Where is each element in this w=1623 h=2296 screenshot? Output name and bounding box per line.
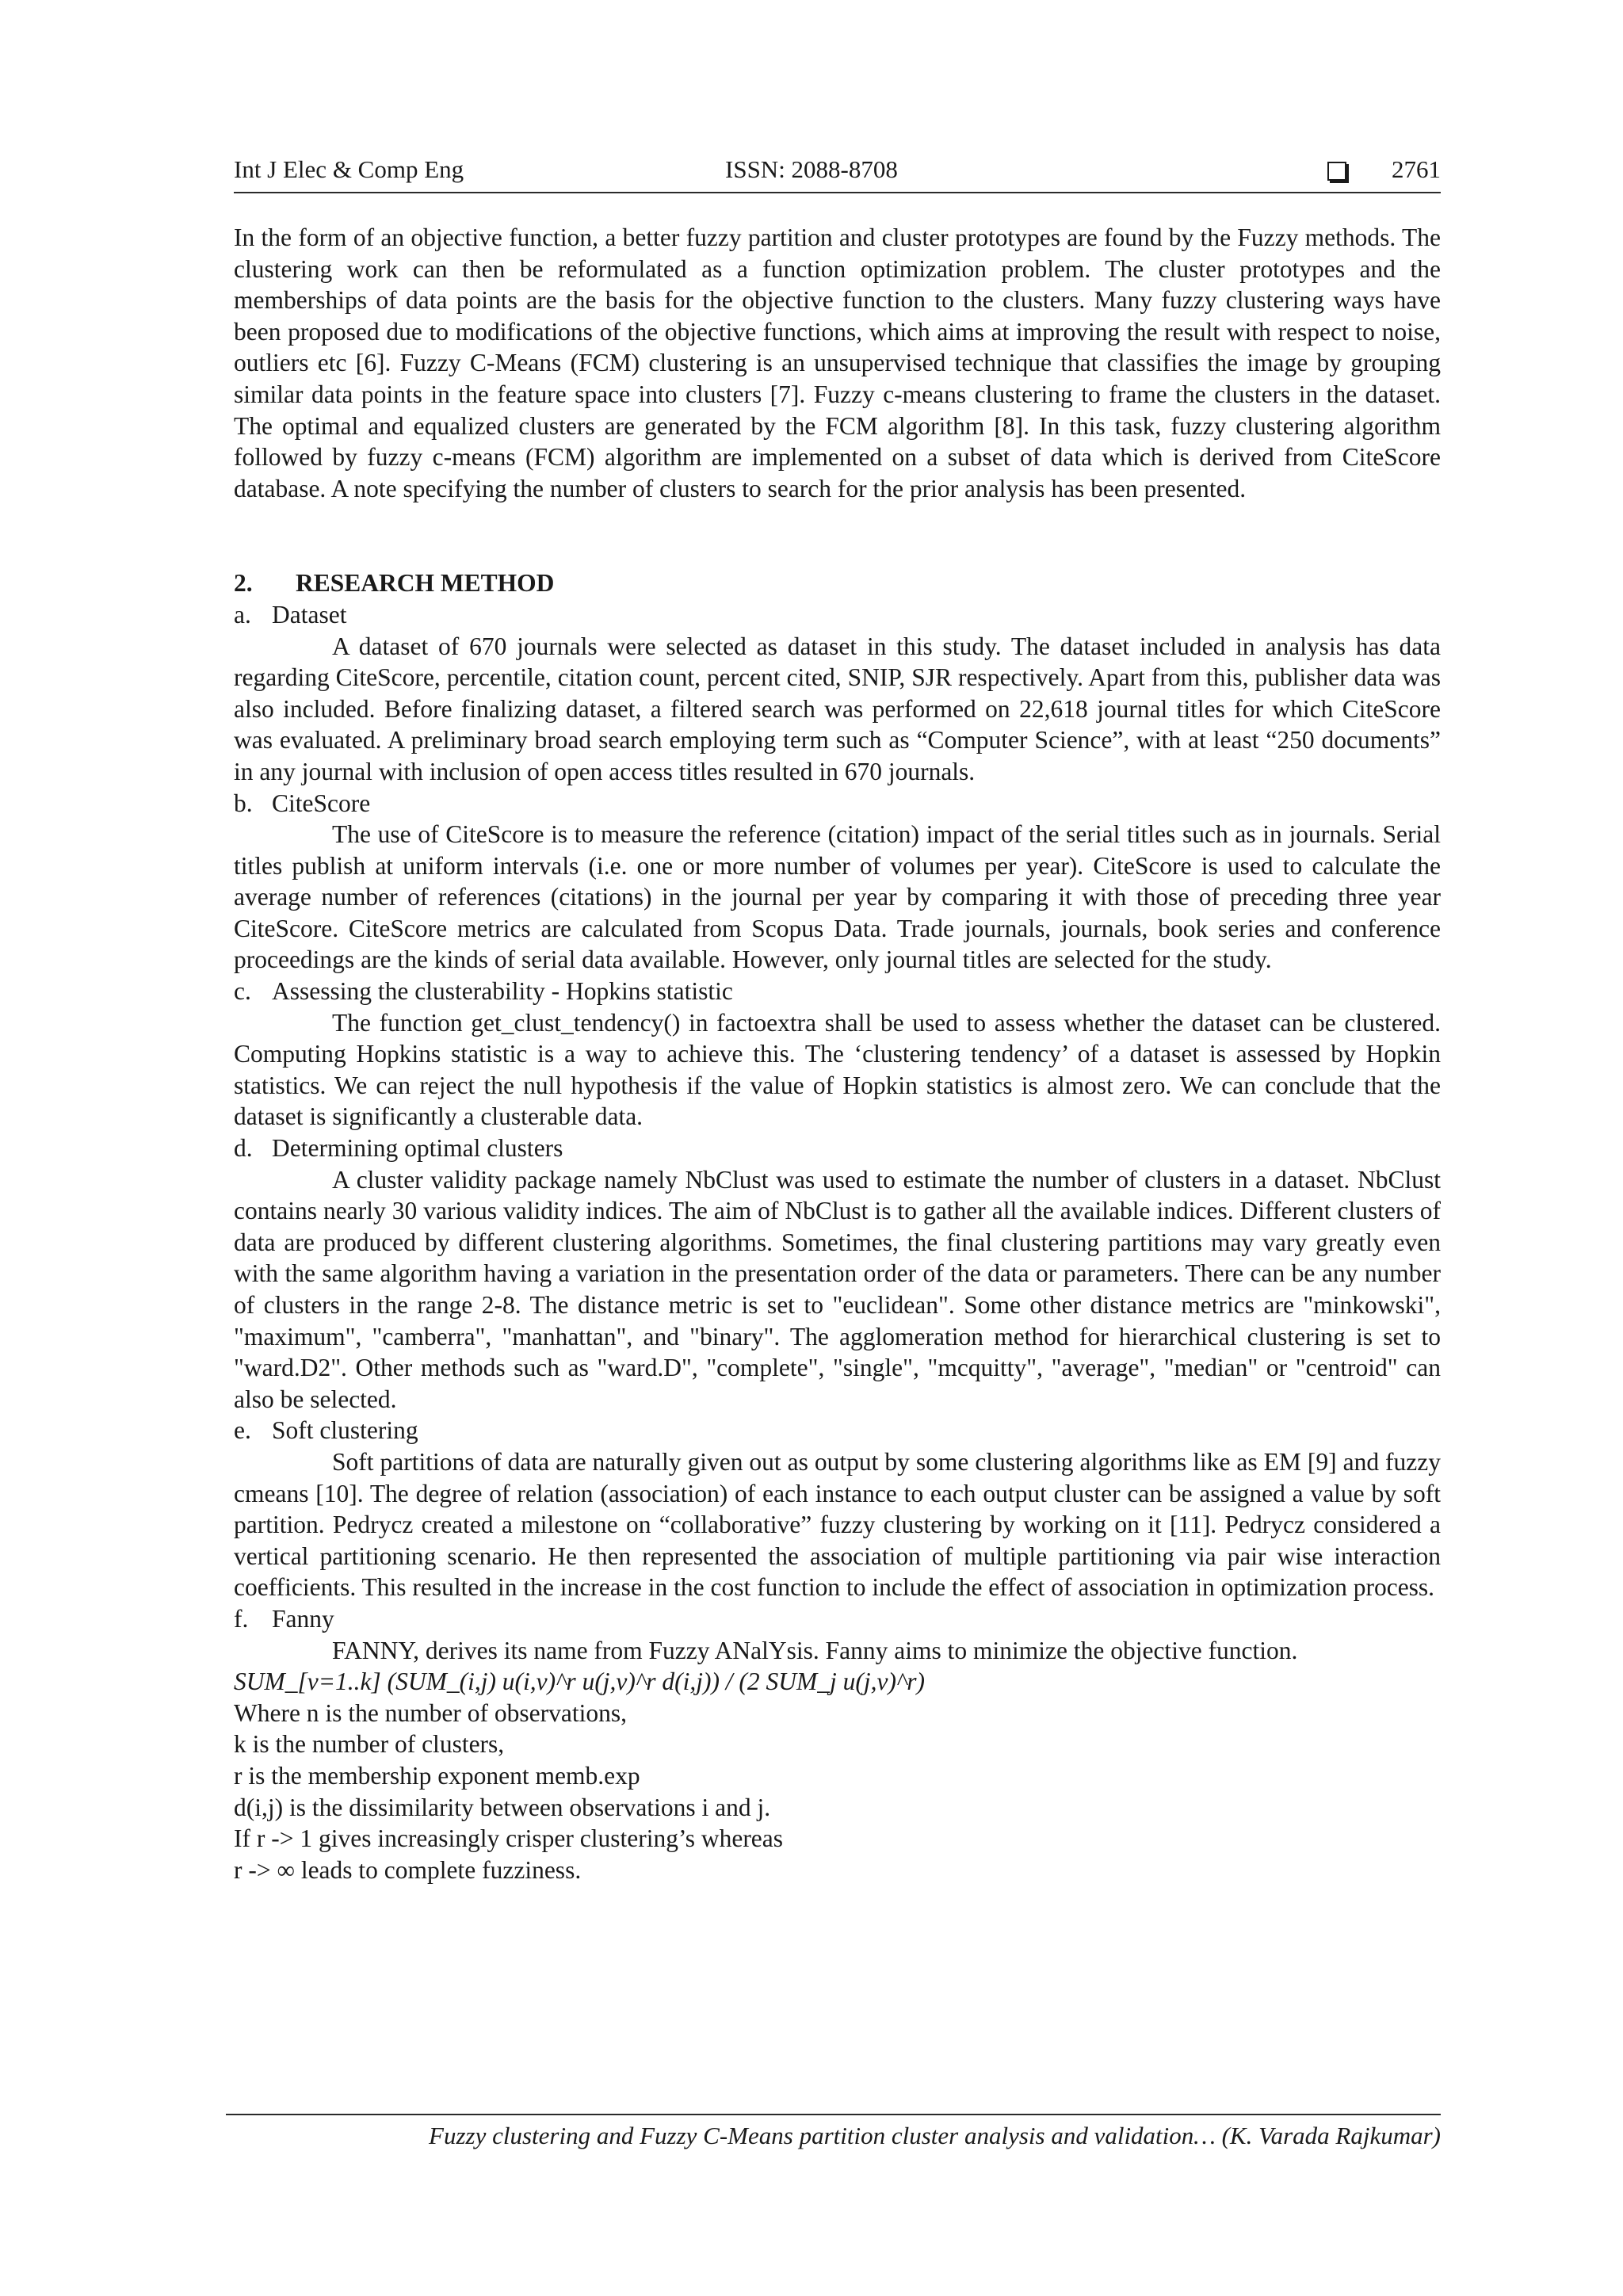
square-bullet-icon bbox=[1327, 162, 1346, 181]
soft-clustering-paragraph: Soft partitions of data are naturally given out as output by some clustering algorithms like as EM [9] and fuzzy cmeans [10]. The degree of relation (association) of each instance to each output cluster can be assigned a value by soft partition. Pedrycz created a milestone on “collaborative” fuzzy clustering by working on it [11]. Pedrycz considered a vertical partitioning scenario. He then represented the association of multiple partitioning via pair wise interaction coefficients. This resulted in the increase in the cost function to include the effect of association in optimization process. bbox=[234, 1447, 1441, 1602]
subsection-heading-dataset bbox=[234, 599, 1441, 631]
subsection-heading-optimal-clusters bbox=[234, 1133, 1441, 1164]
subsection-title: Dataset bbox=[272, 600, 347, 628]
subsection-title: CiteScore bbox=[272, 789, 371, 817]
subsection-title: Determining optimal clusters bbox=[272, 1134, 563, 1163]
dataset-paragraph: A dataset of 670 journals were selected as dataset in this study. The dataset included in analysis has data regarding CiteScore, percentile, citation count, percent cited, SNIP, SJR respectively. Apart from this, publisher data was also included. Before finalizing dataset, a filtered search was performed on 22,618 journal titles for which CiteScore was evaluated. A preliminary broad search employing term such as “Computer Science”, with at least “250 documents” in any journal with inclusion of open access titles resulted in 670 journals. bbox=[234, 632, 1441, 785]
definition-line: Where n is the number of observations, bbox=[234, 1698, 627, 1727]
subsection-letter: a. bbox=[234, 600, 251, 628]
citescore-paragraph: The use of CiteScore is to measure the reference (citation) impact of the serial titles such as in journals. Serial titles publish at uniform intervals (i.e. one or more number of volumes per year). CiteScore is used to calculate the average number of references (citations) in the journal per year by comparing it with those of preceding three year CiteScore. CiteScore metrics are calculated from Scopus Data. Trade journals, journals, book series and conference proceedings are the kinds of serial data available. However, only journal titles are selected for the study. bbox=[234, 820, 1441, 974]
page-number: 2761 bbox=[1392, 155, 1441, 183]
section-heading bbox=[234, 567, 1441, 599]
subsection-heading-hopkins bbox=[234, 976, 1441, 1007]
subsection-heading-citescore bbox=[234, 788, 1441, 819]
journal-name: Int J Elec & Comp Eng bbox=[234, 155, 464, 183]
issn: ISSN: 2088-8708 bbox=[725, 155, 898, 183]
running-header bbox=[234, 151, 1441, 193]
definition-line: r -> ∞ leads to complete fuzziness. bbox=[234, 1855, 582, 1884]
definition-line: d(i,j) is the dissimilarity between observations i and j. bbox=[234, 1793, 771, 1821]
subsection-title: Fanny bbox=[272, 1604, 334, 1633]
subsection-heading-fanny bbox=[234, 1603, 1441, 1635]
hopkins-paragraph: The function get_clust_tendency() in factoextra shall be used to assess whether the dataset can be clustered. Computing Hopkins statistic is a way to achieve this. The ‘clustering tendency’ of a dataset is assessed by Hopkin statistics. We can reject the null hypothesis if the value of Hopkin statistics is almost zero. We can conclude that the dataset is significantly a clusterable data. bbox=[234, 1008, 1441, 1131]
optimal-clusters-paragraph: A cluster validity package namely NbClust was used to estimate the number of clusters in a dataset. NbClust contains nearly 30 various validity indices. The aim of NbClust is to gather all the available indices. Different clusters of data are produced by different clustering algorithms. Sometimes, the final clustering partitions may vary greatly even with the same algorithm having a variation in the presentation order of the data or parameters. There can be any number of clusters in the range 2-8. The distance metric is set to "euclidean". Some other distance metrics are "minkowski", "maximum", "camberra", "manhattan", and "binary". The agglomeration method for hierarchical clustering is set to "ward.D2". Other methods such as "ward.D", "complete", "single", "mcquitty", "average", "median" or "centroid" can also be selected. bbox=[234, 1165, 1441, 1413]
definition-line: r is the membership exponent memb.exp bbox=[234, 1761, 640, 1790]
fanny-paragraph: FANNY, derives its name from Fuzzy ANalYsis. Fanny aims to minimize the objective function. bbox=[332, 1636, 1298, 1664]
section-title: RESEARCH METHOD bbox=[296, 569, 555, 598]
subsection-letter: c. bbox=[234, 977, 251, 1006]
definition-line: k is the number of clusters, bbox=[234, 1730, 505, 1759]
running-footer: Fuzzy clustering and Fuzzy C-Means partition cluster analysis and validation… (K. Varada Rajkumar) bbox=[226, 2114, 1441, 2150]
subsection-letter: e. bbox=[234, 1416, 251, 1445]
section-number: 2. bbox=[234, 569, 253, 598]
page-content bbox=[234, 151, 1441, 1885]
subsection-title: Assessing the clusterability - Hopkins statistic bbox=[272, 977, 733, 1006]
subsection-letter: b. bbox=[234, 789, 253, 817]
subsection-letter: f. bbox=[234, 1604, 249, 1633]
intro-paragraph: In the form of an objective function, a better fuzzy partition and cluster prototypes are found by the Fuzzy methods. The clustering work can then be reformulated as a function optimization problem. The cluster prototypes and the memberships of data points are the basis for the objective function to the clusters. Many fuzzy clustering ways have been proposed due to modifications of the objective functions, which aims at improving the result with respect to noise, outliers etc [6]. Fuzzy C-Means (FCM) clustering is an unsupervised technique that classifies the image by grouping similar data points in the feature space into clusters [7]. Fuzzy c-means clustering to frame the clusters in the dataset. The optimal and equalized clusters are generated by the FCM algorithm [8]. In this task, fuzzy clustering algorithm followed by fuzzy c-means (FCM) algorithm are implemented on a subset of data which is derived from CiteScore database. A note specifying the number of clusters to search for the prior analysis has been presented. bbox=[234, 223, 1441, 502]
subsection-title: Soft clustering bbox=[272, 1416, 418, 1445]
subsection-heading-soft-clustering bbox=[234, 1415, 1441, 1446]
subsection-letter: d. bbox=[234, 1134, 253, 1163]
definition-line: If r -> 1 gives increasingly crisper clustering’s whereas bbox=[234, 1824, 784, 1853]
objective-formula: SUM_[v=1..k] (SUM_(i,j) u(i,v)^r u(j,v)^r d(i,j)) / (2 SUM_j u(j,v)^r) bbox=[234, 1668, 926, 1696]
